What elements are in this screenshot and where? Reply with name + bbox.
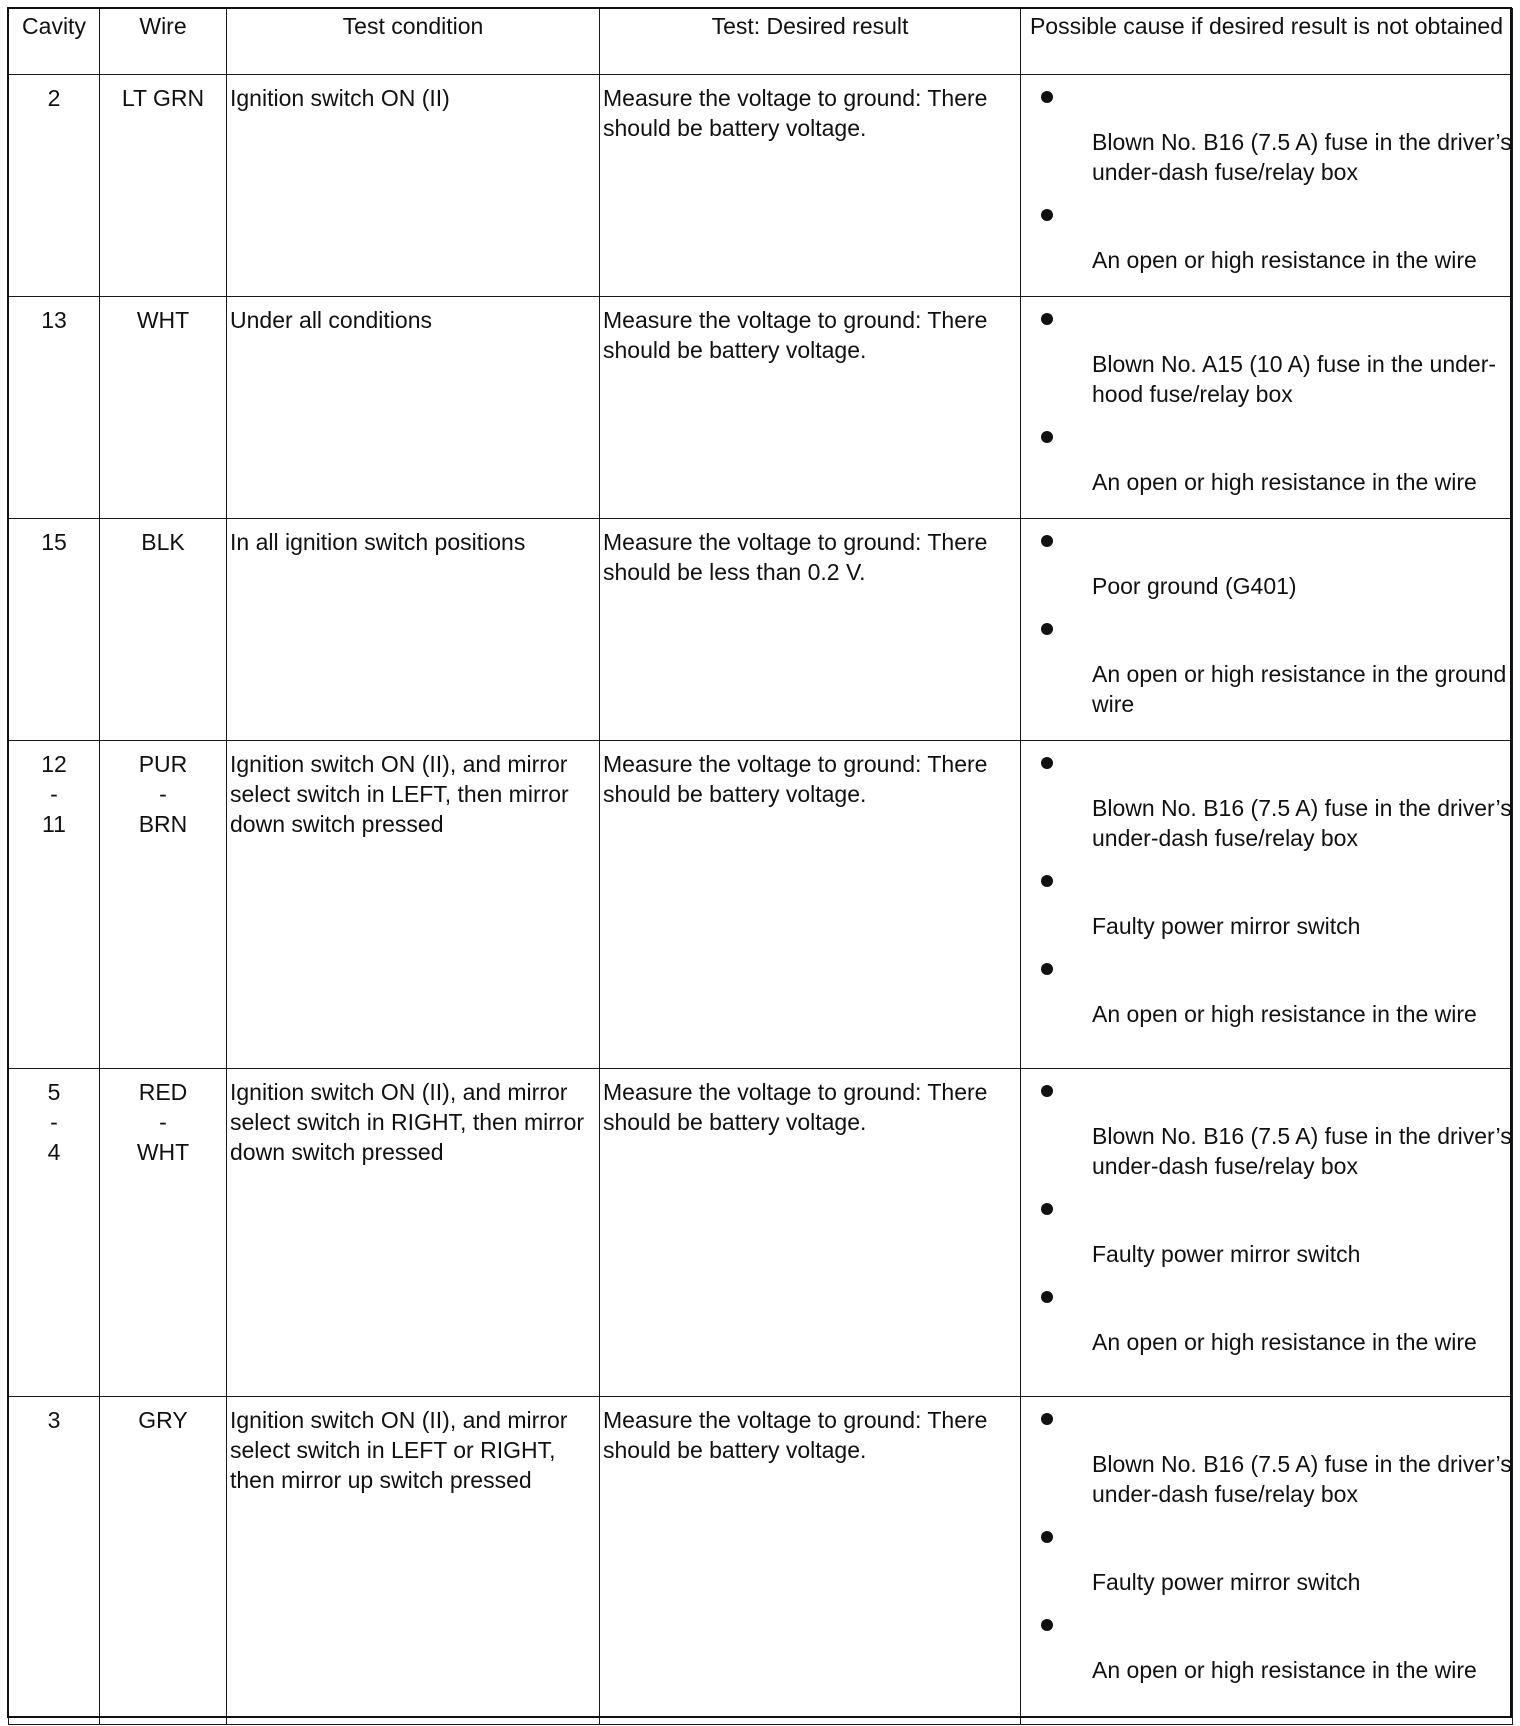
possible-cause-cell (1021, 75, 1513, 297)
possible-cause-cell (1021, 297, 1513, 519)
wire-color: RED (138, 1079, 188, 1105)
header-possible-cause: Possible cause if desired result is not obtained (1021, 9, 1513, 75)
cavity-value: 11 (42, 811, 66, 837)
cause-item (1041, 91, 1512, 187)
cause-text: An open or high resistance in the wire (1092, 1657, 1477, 1683)
bullet-icon (1041, 623, 1053, 635)
bullet-icon (1041, 875, 1053, 887)
wire-cell (100, 75, 227, 297)
bullet-icon (1041, 757, 1053, 769)
cause-text: Blown No. A15 (10 A) fuse in the under-hood fuse/relay box (1092, 351, 1497, 407)
desired-result-cell: Measure the voltage to ground: There should be battery voltage. (600, 297, 1021, 519)
cause-item (1041, 431, 1512, 497)
possible-cause-cell (1021, 1397, 1513, 1725)
bullet-icon (1041, 963, 1053, 975)
bullet-icon (1041, 313, 1053, 325)
possible-cause-cell (1021, 519, 1513, 741)
cause-text: Blown No. B16 (7.5 A) fuse in the driver’s under-dash fuse/relay box (1092, 1123, 1512, 1179)
cause-item (1041, 1531, 1512, 1597)
cavity-separator: - (50, 781, 58, 807)
bullet-icon (1041, 1203, 1053, 1215)
bullet-icon (1041, 91, 1053, 103)
wire-separator: - (159, 781, 167, 807)
cause-item (1041, 209, 1512, 275)
wire-cell (100, 741, 227, 1069)
cavity-cell (9, 1069, 100, 1397)
bullet-icon (1041, 431, 1053, 443)
cause-text: Blown No. B16 (7.5 A) fuse in the driver’s under-dash fuse/relay box (1092, 795, 1512, 851)
table-row (9, 1397, 1513, 1725)
cause-item (1041, 313, 1512, 409)
wire-cell (100, 297, 227, 519)
cause-item (1041, 1291, 1512, 1357)
table-row (9, 1069, 1513, 1397)
cause-item (1041, 623, 1512, 719)
bullet-icon (1041, 1085, 1053, 1097)
test-condition-cell: Ignition switch ON (II), and mirror select switch in LEFT or RIGHT, then mirror up switch pressed (227, 1397, 600, 1725)
test-condition-cell: In all ignition switch positions (227, 519, 600, 741)
bullet-icon (1041, 535, 1053, 547)
wire-color: GRY (138, 1407, 188, 1433)
bullet-icon (1041, 1291, 1053, 1303)
cause-item (1041, 1085, 1512, 1181)
cavity-cell (9, 75, 100, 297)
table-row (9, 741, 1513, 1069)
table-row (9, 297, 1513, 519)
cavity-value: 4 (47, 1139, 61, 1165)
cavity-value: 5 (47, 1079, 61, 1105)
cause-text: An open or high resistance in the wire (1092, 469, 1477, 495)
cavity-cell (9, 741, 100, 1069)
cause-text: Poor ground (G401) (1092, 573, 1297, 599)
possible-cause-cell (1021, 1069, 1513, 1397)
cause-text: An open or high resistance in the wire (1092, 1329, 1477, 1355)
cause-item (1041, 875, 1512, 941)
cavity-cell (9, 297, 100, 519)
test-condition-cell: Under all conditions (227, 297, 600, 519)
wire-color: WHT (136, 1139, 190, 1165)
wire-cell (100, 1397, 227, 1725)
cause-item (1041, 1203, 1512, 1269)
desired-result-cell: Measure the voltage to ground: There should be battery voltage. (600, 1069, 1021, 1397)
cavity-value: 12 (41, 751, 67, 777)
desired-result-cell: Measure the voltage to ground: There should be less than 0.2 V. (600, 519, 1021, 741)
wire-color: BLK (141, 529, 185, 555)
bullet-icon (1041, 1531, 1053, 1543)
desired-result-cell: Measure the voltage to ground: There should be battery voltage. (600, 741, 1021, 1069)
wire-color: PUR (138, 751, 188, 777)
desired-result-cell: Measure the voltage to ground: There should be battery voltage. (600, 75, 1021, 297)
test-condition-cell: Ignition switch ON (II), and mirror select switch in LEFT, then mirror down switch pressed (227, 741, 600, 1069)
diagnostic-table (8, 8, 1513, 1725)
cavity-value: 15 (41, 529, 67, 555)
header-wire: Wire (100, 9, 227, 75)
cause-item (1041, 757, 1512, 853)
possible-cause-cell (1021, 741, 1513, 1069)
table-row (9, 519, 1513, 741)
cause-text: Faulty power mirror switch (1092, 913, 1361, 939)
cause-item (1041, 1413, 1512, 1509)
header-test-condition: Test condition (227, 9, 600, 75)
header-cavity: Cavity (9, 9, 100, 75)
cavity-value: 3 (47, 1407, 61, 1433)
cause-text: An open or high resistance in the ground wire (1092, 661, 1507, 717)
cavity-value: 2 (47, 85, 61, 111)
cause-text: Blown No. B16 (7.5 A) fuse in the driver’s under-dash fuse/relay box (1092, 129, 1512, 185)
desired-result-cell: Measure the voltage to ground: There should be battery voltage. (600, 1397, 1021, 1725)
bullet-icon (1041, 1413, 1053, 1425)
cavity-cell (9, 1397, 100, 1725)
wire-separator: - (159, 1109, 167, 1135)
cause-text: Faulty power mirror switch (1092, 1241, 1361, 1267)
header-desired-result: Test: Desired result (600, 9, 1021, 75)
bullet-icon (1041, 209, 1053, 221)
wire-color: LT GRN (121, 85, 205, 111)
cause-item (1041, 535, 1512, 601)
cavity-separator: - (50, 1109, 58, 1135)
cavity-cell (9, 519, 100, 741)
table-row (9, 75, 1513, 297)
test-condition-cell: Ignition switch ON (II) (227, 75, 600, 297)
cause-item (1041, 1619, 1512, 1685)
cause-item (1041, 963, 1512, 1029)
test-condition-cell: Ignition switch ON (II), and mirror select switch in RIGHT, then mirror down switch pressed (227, 1069, 600, 1397)
cause-text: An open or high resistance in the wire (1092, 247, 1477, 273)
wire-color: BRN (138, 811, 188, 837)
wire-cell (100, 1069, 227, 1397)
header-row (9, 9, 1513, 75)
cause-text: An open or high resistance in the wire (1092, 1001, 1477, 1027)
wire-cell (100, 519, 227, 741)
cause-text: Blown No. B16 (7.5 A) fuse in the driver’s under-dash fuse/relay box (1092, 1451, 1512, 1507)
wire-color: WHT (136, 307, 190, 333)
cause-text: Faulty power mirror switch (1092, 1569, 1361, 1595)
cavity-value: 13 (41, 307, 67, 333)
bullet-icon (1041, 1619, 1053, 1631)
